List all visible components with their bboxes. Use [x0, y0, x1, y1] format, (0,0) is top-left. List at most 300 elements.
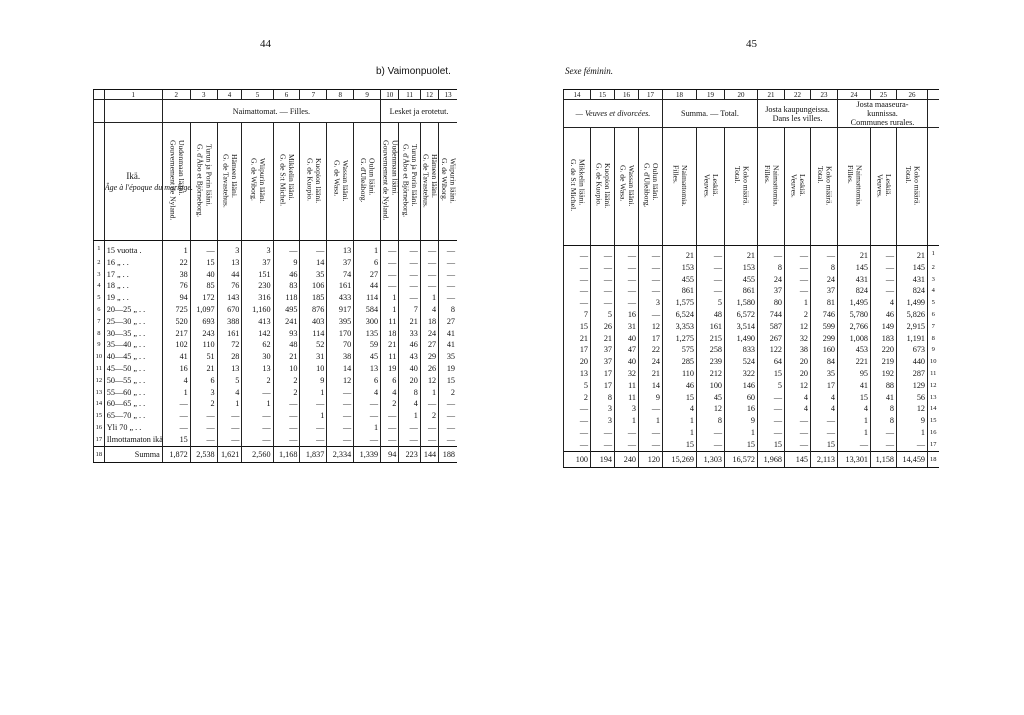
table-cell: 114	[354, 292, 381, 304]
column-header	[381, 123, 399, 241]
table-cell: 3	[217, 241, 242, 257]
table-cell: 5	[697, 297, 725, 309]
table-cell: 35	[439, 351, 457, 363]
table-row	[94, 363, 458, 375]
sum-cell: 100	[564, 451, 591, 467]
table-row	[94, 387, 458, 399]
table-cell: 45	[354, 351, 381, 363]
table-cell: 46	[871, 309, 897, 321]
left-column-header-row	[94, 123, 458, 241]
column-header-text: Koko määrä. Total.	[733, 165, 751, 206]
table-cell: 15	[663, 392, 697, 404]
table-cell: 3,353	[663, 321, 697, 333]
table-cell: 861	[725, 285, 758, 297]
table-row	[94, 398, 458, 410]
table-cell: —	[190, 241, 217, 257]
table-cell: 18	[420, 316, 438, 328]
row-number: 6	[928, 309, 939, 321]
table-cell: 85	[190, 280, 217, 292]
right-column-number-row	[564, 90, 939, 100]
table-cell: —	[639, 246, 663, 262]
table-cell: 1,575	[663, 297, 697, 309]
table-cell: —	[758, 392, 785, 404]
table-cell: —	[439, 280, 457, 292]
column-header-text: Naimattomia. Filles.	[846, 164, 864, 207]
row-number: 9	[928, 344, 939, 356]
column-number: 3	[190, 90, 217, 100]
table-cell: 59	[354, 339, 381, 351]
table-cell: 9	[897, 415, 928, 427]
table-cell: —	[439, 269, 457, 281]
row-number: 6	[94, 304, 105, 316]
row-number: 14	[928, 403, 939, 415]
table-cell: 26	[420, 363, 438, 375]
table-cell: 1	[785, 297, 811, 309]
table-cell: 118	[273, 292, 300, 304]
column-number: 9	[354, 90, 381, 100]
table-cell: 8	[871, 415, 897, 427]
table-row	[564, 321, 939, 333]
table-cell: 76	[217, 280, 242, 292]
table-cell: 9	[639, 392, 663, 404]
table-row	[94, 292, 458, 304]
table-cell: 33	[399, 328, 421, 340]
table-cell: 6,524	[663, 309, 697, 321]
column-header-text: Turun ja Porin lääni. G. d'Åbo et Björneborg.	[401, 143, 420, 218]
table-cell: 18	[381, 328, 399, 340]
table-cell: 13	[217, 363, 242, 375]
table-cell: 135	[354, 328, 381, 340]
table-cell: 19	[381, 363, 399, 375]
column-number: 23	[811, 90, 838, 100]
table-cell: 2	[785, 309, 811, 321]
table-cell: 146	[725, 380, 758, 392]
table-cell: —	[300, 241, 327, 257]
table-cell: 38	[327, 351, 354, 363]
table-cell: 12	[897, 403, 928, 415]
table-cell: 11	[381, 351, 399, 363]
column-header	[564, 128, 591, 246]
table-cell: 32	[785, 333, 811, 345]
row-number: 12	[928, 380, 939, 392]
table-cell: 8	[811, 262, 838, 274]
table-cell: —	[697, 427, 725, 439]
table-cell: 1,499	[897, 297, 928, 309]
table-cell: 145	[838, 262, 871, 274]
table-cell: 17	[591, 368, 615, 380]
table-cell: 14	[300, 257, 327, 269]
table-cell: 1	[420, 292, 438, 304]
column-header	[420, 123, 438, 241]
column-number: 8	[327, 90, 354, 100]
table-cell: —	[897, 439, 928, 451]
table-cell: 10	[300, 363, 327, 375]
table-cell: 161	[697, 321, 725, 333]
table-cell: 219	[871, 356, 897, 368]
table-cell: 22	[162, 257, 190, 269]
left-table	[93, 89, 457, 463]
table-cell: 12	[785, 321, 811, 333]
table-cell: 1	[162, 387, 190, 399]
row-number: 9	[94, 339, 105, 351]
table-cell: —	[639, 427, 663, 439]
table-cell: 20	[399, 375, 421, 387]
table-cell: 5	[217, 375, 242, 387]
sum-cell: 16,572	[725, 451, 758, 467]
column-number: 2	[162, 90, 190, 100]
row-number: 5	[928, 297, 939, 309]
table-cell: 70	[327, 339, 354, 351]
table-cell: 5	[591, 309, 615, 321]
table-cell: 5,826	[897, 309, 928, 321]
table-cell: 24	[758, 274, 785, 286]
row-number: 1	[928, 246, 939, 262]
table-row	[564, 344, 939, 356]
column-header-text: Naimattomia. Filles.	[763, 164, 781, 207]
column-header	[897, 128, 928, 246]
table-cell: 1	[838, 427, 871, 439]
table-cell: 6	[354, 375, 381, 387]
table-cell: —	[273, 434, 300, 446]
table-cell: 413	[242, 316, 273, 328]
column-header-text: Wiipurin lääni. G. de Wiborg.	[249, 157, 268, 204]
column-header-text: Mikkelin lääni. G. de S:t Michel.	[569, 159, 587, 212]
table-cell: 15	[663, 439, 697, 451]
table-cell: 7	[399, 304, 421, 316]
table-cell: —	[639, 285, 663, 297]
sum-label: Summa	[104, 446, 162, 462]
table-cell: 110	[190, 339, 217, 351]
table-row	[564, 415, 939, 427]
table-cell: 143	[217, 292, 242, 304]
table-cell: 2	[381, 398, 399, 410]
table-cell: —	[420, 241, 438, 257]
table-cell: 145	[897, 262, 928, 274]
table-cell: 4	[785, 392, 811, 404]
table-cell: 1	[217, 398, 242, 410]
table-cell: 15	[758, 439, 785, 451]
table-cell: —	[564, 274, 591, 286]
table-cell: 37	[758, 285, 785, 297]
table-cell: 27	[439, 316, 457, 328]
table-cell: —	[242, 387, 273, 399]
age-label: 45—50 „ . .	[104, 363, 162, 375]
column-header	[639, 128, 663, 246]
column-header	[273, 123, 300, 241]
table-cell: 13	[354, 363, 381, 375]
table-cell: —	[273, 410, 300, 422]
table-cell: 35	[300, 269, 327, 281]
table-cell: 44	[354, 280, 381, 292]
column-header-text: Uudenmaan lääni. Gouvernement de Nyland.	[168, 140, 186, 221]
table-cell: 230	[242, 280, 273, 292]
column-header	[615, 128, 639, 246]
table-cell: 673	[897, 344, 928, 356]
table-cell: 4	[871, 297, 897, 309]
table-cell: 80	[758, 297, 785, 309]
table-row	[564, 309, 939, 321]
table-cell: 31	[615, 321, 639, 333]
table-cell: 94	[162, 292, 190, 304]
table-cell: 45	[697, 392, 725, 404]
table-cell: 1	[639, 415, 663, 427]
column-number: 15	[591, 90, 615, 100]
sum-cell: 1,872	[162, 446, 190, 462]
table-row	[564, 297, 939, 309]
column-header	[190, 123, 217, 241]
table-cell: —	[420, 434, 438, 446]
table-cell: —	[564, 297, 591, 309]
table-cell: 161	[327, 280, 354, 292]
table-cell: —	[354, 398, 381, 410]
table-cell: 170	[327, 328, 354, 340]
table-cell: 299	[811, 333, 838, 345]
sum-row	[94, 446, 458, 462]
table-row	[564, 356, 939, 368]
age-label: 15 vuotta .	[104, 241, 162, 257]
row-number: 2	[94, 257, 105, 269]
table-row	[94, 257, 458, 269]
sum-cell: 1,837	[300, 446, 327, 462]
column-header-text: Mikkelin lääni. G. de S:t Michel.	[278, 154, 297, 207]
table-cell: —	[871, 427, 897, 439]
age-label: 20—25 „ . .	[104, 304, 162, 316]
table-cell: —	[564, 285, 591, 297]
table-cell: 100	[697, 380, 725, 392]
table-cell: 1	[381, 292, 399, 304]
column-header-text: Leskiä. Veuves.	[702, 173, 721, 198]
table-cell: 5,780	[838, 309, 871, 321]
table-row	[564, 403, 939, 415]
table-cell: —	[242, 410, 273, 422]
row-number: 17	[928, 439, 939, 451]
table-cell: 1,580	[725, 297, 758, 309]
column-header-text: Oulun lääni. G. d'Uleåborg.	[642, 163, 661, 208]
table-cell: 41	[838, 380, 871, 392]
right-table	[563, 89, 939, 468]
table-cell: —	[758, 415, 785, 427]
age-label: 50—55 „ . .	[104, 375, 162, 387]
table-cell: 575	[663, 344, 697, 356]
sum-cell: 223	[399, 446, 421, 462]
table-row	[94, 280, 458, 292]
table-cell: 239	[697, 356, 725, 368]
table-cell: 37	[591, 344, 615, 356]
table-cell: 403	[300, 316, 327, 328]
table-cell: —	[217, 410, 242, 422]
table-cell: 21	[399, 316, 421, 328]
table-cell: —	[564, 246, 591, 262]
sum-cell: 120	[639, 451, 663, 467]
table-cell: 13	[564, 368, 591, 380]
table-cell: 153	[725, 262, 758, 274]
table-cell: 30	[242, 351, 273, 363]
table-cell: 8	[697, 415, 725, 427]
table-cell: 41	[162, 351, 190, 363]
table-cell: 917	[327, 304, 354, 316]
table-cell: 46	[663, 380, 697, 392]
left-table-body	[94, 241, 458, 463]
age-label: 25—30 „ . .	[104, 316, 162, 328]
table-cell: 37	[591, 356, 615, 368]
row-number: 17	[94, 434, 105, 446]
table-cell: 14	[327, 363, 354, 375]
table-cell: —	[354, 410, 381, 422]
table-cell: 40	[615, 333, 639, 345]
table-cell: 20	[564, 356, 591, 368]
table-cell: —	[871, 274, 897, 286]
table-cell: 3	[591, 415, 615, 427]
column-number: 5	[242, 90, 273, 100]
table-cell: 1	[242, 398, 273, 410]
sum-cell: 14,459	[897, 451, 928, 467]
table-cell: 6,572	[725, 309, 758, 321]
table-cell: 37	[242, 257, 273, 269]
table-cell: —	[615, 297, 639, 309]
rural-group-header: Josta maaseura- kunnissa. Communes rurales.	[838, 100, 928, 128]
table-cell: 27	[354, 269, 381, 281]
table-cell: —	[273, 422, 300, 434]
age-label: 18 „ . .	[104, 280, 162, 292]
table-cell: —	[381, 241, 399, 257]
column-header	[591, 128, 615, 246]
table-cell: —	[162, 410, 190, 422]
table-cell: —	[697, 262, 725, 274]
table-cell: —	[871, 262, 897, 274]
page-number-right: 45	[746, 38, 757, 50]
table-cell: 2	[190, 398, 217, 410]
table-cell: 215	[697, 333, 725, 345]
table-cell: —	[811, 427, 838, 439]
table-cell: 9	[725, 415, 758, 427]
table-cell: 1,490	[725, 333, 758, 345]
page-number-left: 44	[260, 38, 271, 50]
row-number: 7	[928, 321, 939, 333]
table-cell: —	[354, 434, 381, 446]
table-cell: 93	[273, 328, 300, 340]
column-number: 19	[697, 90, 725, 100]
table-cell: 17	[591, 380, 615, 392]
table-row	[564, 262, 939, 274]
table-cell: 172	[190, 292, 217, 304]
sum-cell: 145	[785, 451, 811, 467]
table-cell: 1,495	[838, 297, 871, 309]
table-cell: 21	[591, 333, 615, 345]
table-cell: —	[697, 246, 725, 262]
table-cell: —	[381, 434, 399, 446]
table-cell: 12	[420, 375, 438, 387]
table-cell: —	[300, 398, 327, 410]
table-cell: 35	[811, 368, 838, 380]
table-cell: —	[758, 427, 785, 439]
column-number: 6	[273, 90, 300, 100]
table-cell: 220	[871, 344, 897, 356]
table-cell: 192	[871, 368, 897, 380]
table-cell: 72	[217, 339, 242, 351]
table-cell: 3	[591, 403, 615, 415]
column-header	[838, 128, 871, 246]
sum-cell: 2,538	[190, 446, 217, 462]
table-cell: 29	[420, 351, 438, 363]
table-cell: —	[811, 246, 838, 262]
table-cell: —	[811, 415, 838, 427]
table-cell: 88	[871, 380, 897, 392]
table-cell: 1	[354, 241, 381, 257]
table-cell: —	[420, 257, 438, 269]
table-cell: 4	[811, 392, 838, 404]
table-cell: 60	[725, 392, 758, 404]
widows-group-header: Lesket ja erotetut.	[381, 100, 457, 123]
column-header-text: Uudenmaan lääni. Gouvernement de Nyland.	[381, 140, 400, 221]
table-cell: 26	[591, 321, 615, 333]
age-label: Ilmottamaton ikä	[104, 434, 162, 446]
row-number: 10	[94, 351, 105, 363]
table-cell: 455	[725, 274, 758, 286]
table-row	[94, 351, 458, 363]
row-number: 3	[928, 274, 939, 286]
table-row	[564, 368, 939, 380]
column-header	[811, 128, 838, 246]
table-cell: —	[327, 398, 354, 410]
column-number: 22	[785, 90, 811, 100]
table-cell: —	[300, 434, 327, 446]
table-cell: —	[758, 403, 785, 415]
table-cell: 4	[381, 387, 399, 399]
table-cell: 2,915	[897, 321, 928, 333]
table-cell: 2	[242, 375, 273, 387]
table-cell: —	[439, 422, 457, 434]
table-cell: —	[381, 280, 399, 292]
table-row	[94, 422, 458, 434]
row-number: 11	[928, 368, 939, 380]
table-cell: 122	[758, 344, 785, 356]
row-number: 14	[94, 398, 105, 410]
column-number: 16	[615, 90, 639, 100]
column-number: 7	[300, 90, 327, 100]
table-cell: —	[871, 246, 897, 262]
table-cell: 8	[871, 403, 897, 415]
table-cell: 13	[242, 363, 273, 375]
row-number: 16	[94, 422, 105, 434]
row-number: 13	[94, 387, 105, 399]
table-cell: 24	[639, 356, 663, 368]
row-number: 7	[94, 316, 105, 328]
column-number: 20	[725, 90, 758, 100]
table-cell: 153	[663, 262, 697, 274]
corner-cell	[94, 90, 105, 100]
table-cell: 51	[190, 351, 217, 363]
table-cell: 6	[354, 257, 381, 269]
table-cell: 46	[399, 339, 421, 351]
section-title-right: Sexe féminin.	[565, 66, 613, 76]
table-row	[94, 241, 458, 257]
table-cell: 431	[838, 274, 871, 286]
right-table-body	[564, 246, 939, 468]
column-header	[439, 123, 457, 241]
table-cell: —	[615, 262, 639, 274]
table-cell: 495	[273, 304, 300, 316]
age-label: Yli 70 „ . .	[104, 422, 162, 434]
table-cell: 1,097	[190, 304, 217, 316]
table-cell: 27	[420, 339, 438, 351]
table-cell: —	[327, 422, 354, 434]
column-header-text: Hämeen lääni. G. de Tavastehus.	[221, 153, 240, 208]
table-cell: 11	[615, 392, 639, 404]
table-cell: —	[399, 422, 421, 434]
table-cell: 587	[758, 321, 785, 333]
table-cell: 9	[300, 375, 327, 387]
table-cell: 21	[273, 351, 300, 363]
